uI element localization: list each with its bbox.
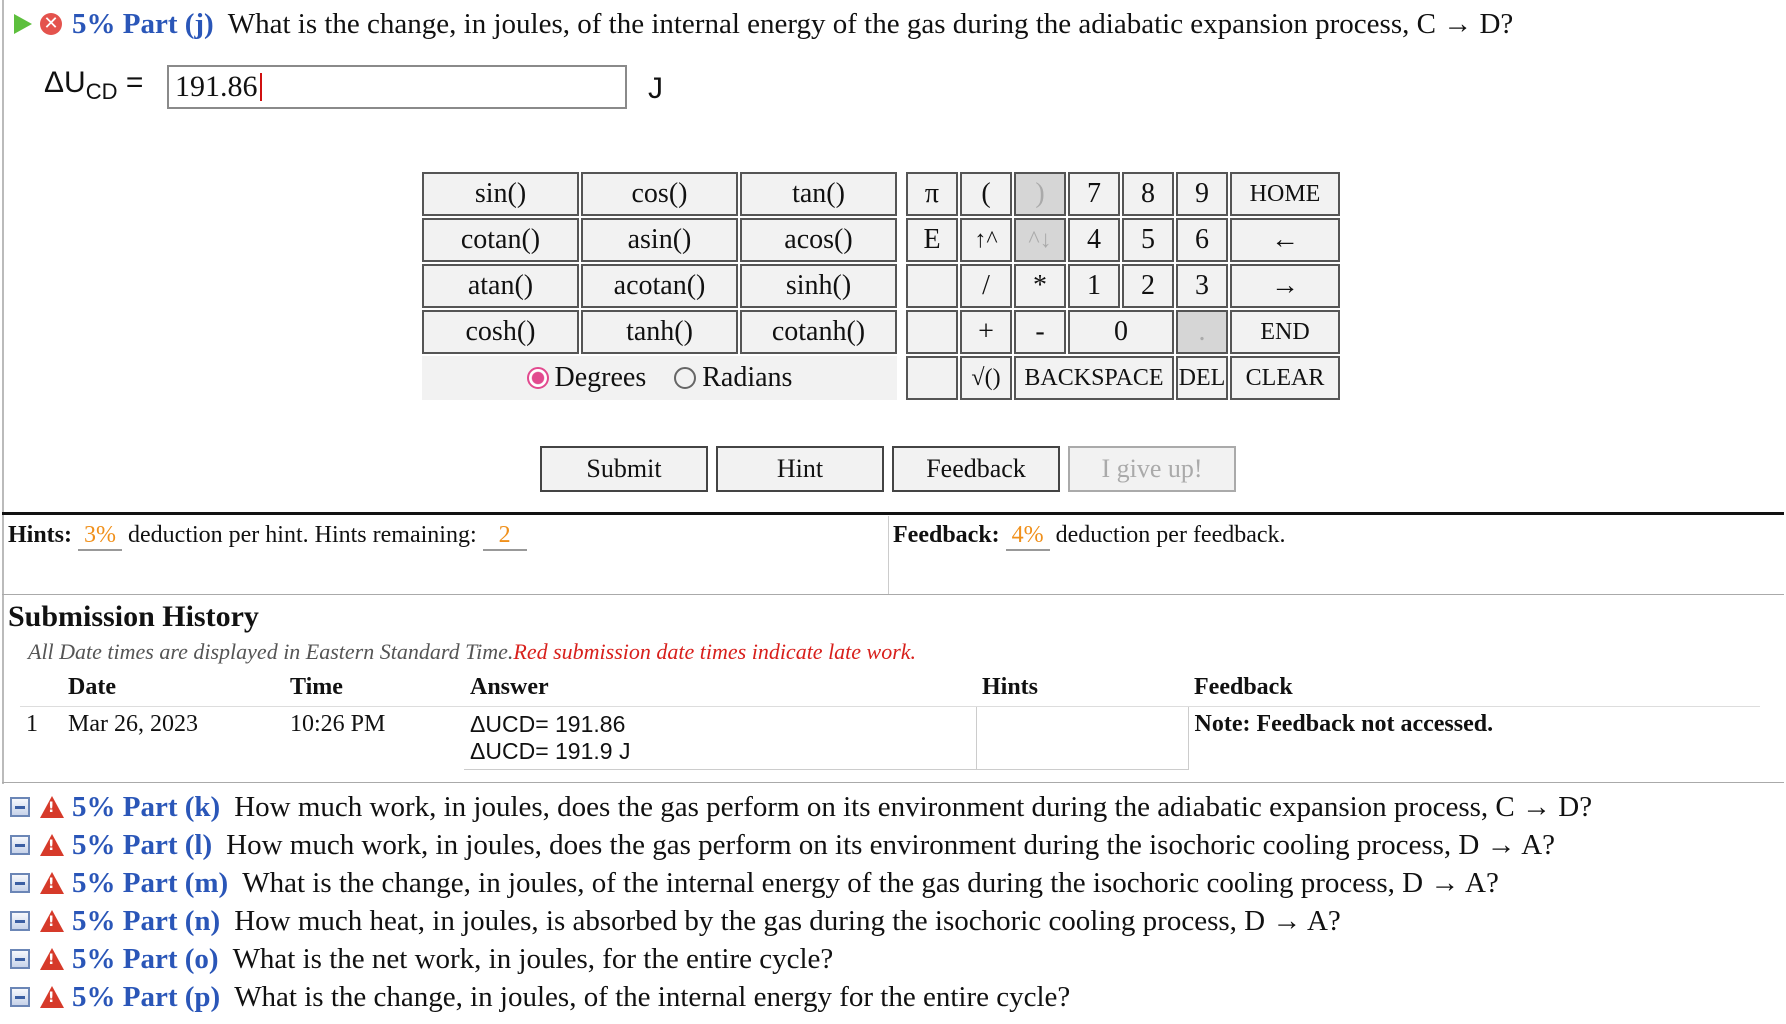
section-divider [2, 512, 1784, 515]
key-e[interactable]: E [906, 218, 958, 262]
answer-line-2: ΔUCD= 191.9 J [470, 738, 631, 764]
key-asin[interactable]: asin() [581, 218, 738, 262]
hint-button[interactable]: Hint [716, 446, 884, 492]
function-keypad [420, 170, 899, 402]
key-superscript-up[interactable]: ↑^ [960, 218, 1012, 262]
key-minus[interactable]: - [1014, 310, 1066, 354]
answer-input[interactable]: 191.86 [167, 65, 627, 109]
key-cotan[interactable]: cotan() [422, 218, 579, 262]
row-feedback: Note: Feedback not accessed. [1194, 711, 1494, 737]
key-cos[interactable]: cos() [581, 172, 738, 216]
expand-icon[interactable] [10, 911, 30, 931]
history-top-rule [2, 594, 1784, 595]
part-label: 5% Part (o) [72, 942, 219, 975]
expanded-triangle-icon[interactable] [14, 14, 32, 34]
key-sin[interactable]: sin() [422, 172, 579, 216]
key-end[interactable]: END [1230, 310, 1340, 354]
col-num [20, 668, 62, 707]
key-blank-2 [906, 310, 958, 354]
key-pi[interactable]: π [906, 172, 958, 216]
key-8[interactable]: 8 [1122, 172, 1174, 216]
key-9[interactable]: 9 [1176, 172, 1228, 216]
key-1[interactable]: 1 [1068, 264, 1120, 308]
warning-icon [40, 910, 64, 932]
part-o-row[interactable] [10, 940, 1592, 978]
key-cosh[interactable]: cosh() [422, 310, 579, 354]
col-date: Date [62, 668, 284, 707]
history-note: All Date times are displayed in Eastern Standard Time.Red submission date times indicate late work. [28, 639, 917, 664]
key-clear[interactable]: CLEAR [1230, 356, 1340, 400]
hints-remaining: 2 [483, 522, 527, 551]
part-label: 5% Part (p) [72, 980, 221, 1013]
answer-label: $\Delta U_{CD}$ = [44, 66, 144, 104]
key-7[interactable]: 7 [1068, 172, 1120, 216]
key-blank-1 [906, 264, 958, 308]
key-cotanh[interactable]: cotanh() [740, 310, 897, 354]
part-k-row[interactable] [10, 788, 1592, 826]
key-left-paren[interactable]: ( [960, 172, 1012, 216]
part-label: 5% Part (k) [72, 790, 221, 823]
collapsed-parts-list [10, 788, 1592, 1016]
degrees-label: Degrees [554, 362, 647, 393]
part-j-label: 5% Part (j) [72, 7, 214, 40]
hints-info: Hints: 3% deduction per hint. Hints remaining: 2 [8, 522, 527, 551]
answer-unit: J [648, 72, 663, 105]
col-hints: Hints [976, 668, 1188, 707]
part-m-row[interactable] [10, 864, 1592, 902]
part-j-question: What is the change, in joules, of the internal energy of the gas during the adiabatic expansion process, C → D? [227, 7, 1514, 40]
warning-icon [40, 986, 64, 1008]
numeric-keypad [904, 170, 1342, 402]
part-n-row[interactable] [10, 902, 1592, 940]
warning-icon [40, 796, 64, 818]
feedback-info: Feedback: 4% deduction per feedback. [893, 522, 1286, 551]
row-answer [464, 707, 976, 770]
key-del[interactable]: DEL [1176, 356, 1228, 400]
key-acos[interactable]: acos() [740, 218, 897, 262]
key-4[interactable]: 4 [1068, 218, 1120, 262]
key-backspace[interactable]: BACKSPACE [1014, 356, 1174, 400]
key-arrow-right[interactable]: → [1230, 264, 1340, 308]
row-hints [976, 707, 1188, 770]
table-row [20, 707, 1760, 770]
key-sinh[interactable]: sinh() [740, 264, 897, 308]
give-up-button[interactable]: I give up! [1068, 446, 1236, 492]
part-question: How much heat, in joules, is absorbed by the gas during the isochoric cooling process, D → A? [234, 904, 1341, 937]
part-question: How much work, in joules, does the gas perform on its environment during the isochoric cooling process, D → A? [226, 828, 1556, 861]
part-label: 5% Part (l) [72, 828, 213, 861]
history-bottom-rule [2, 782, 1784, 783]
key-arrow-left[interactable]: ← [1230, 218, 1340, 262]
col-time: Time [284, 668, 464, 707]
part-p-row[interactable] [10, 978, 1592, 1016]
key-5[interactable]: 5 [1122, 218, 1174, 262]
row-time: 10:26 PM [290, 711, 386, 737]
key-home[interactable]: HOME [1230, 172, 1340, 216]
warning-icon [40, 872, 64, 894]
row-num: 1 [26, 711, 38, 737]
key-plus[interactable]: + [960, 310, 1012, 354]
radians-radio[interactable] [674, 367, 696, 389]
part-label: 5% Part (m) [72, 866, 229, 899]
key-atan[interactable]: atan() [422, 264, 579, 308]
expand-icon[interactable] [10, 949, 30, 969]
text-caret [260, 73, 262, 101]
part-question: How much work, in joules, does the gas perform on its environment during the adiabatic expansion process, C → D? [234, 790, 1593, 823]
key-decimal[interactable]: . [1176, 310, 1228, 354]
feedback-button[interactable]: Feedback [892, 446, 1060, 492]
key-right-paren[interactable]: ) [1014, 172, 1066, 216]
key-3[interactable]: 3 [1176, 264, 1228, 308]
key-divide[interactable]: / [960, 264, 1012, 308]
feedback-deduction: 4% [1006, 522, 1050, 551]
part-question: What is the change, in joules, of the internal energy for the entire cycle? [234, 980, 1071, 1013]
part-j-header [14, 4, 1513, 44]
info-divider [888, 516, 889, 594]
expand-icon[interactable] [10, 797, 30, 817]
expand-icon[interactable] [10, 835, 30, 855]
history-title: Submission History [8, 600, 259, 633]
col-feedback: Feedback [1188, 668, 1760, 707]
angle-mode-group [422, 356, 897, 400]
key-tanh[interactable]: tanh() [581, 310, 738, 354]
key-2[interactable]: 2 [1122, 264, 1174, 308]
expand-icon[interactable] [10, 873, 30, 893]
key-subscript-down[interactable]: ^↓ [1014, 218, 1066, 262]
part-question: What is the change, in joules, of the internal energy of the gas during the isochoric cooling process, D → A? [242, 866, 1499, 899]
radians-label: Radians [702, 362, 793, 393]
answer-line-1: ΔUCD= 191.86 [470, 711, 626, 737]
part-question: What is the net work, in joules, for the entire cycle? [232, 942, 834, 975]
expand-icon[interactable] [10, 987, 30, 1007]
key-acotan[interactable]: acotan() [581, 264, 738, 308]
frame-left-border [2, 0, 4, 784]
row-date: Mar 26, 2023 [68, 711, 198, 737]
history-table [20, 668, 1760, 770]
degrees-radio[interactable] [527, 367, 549, 389]
key-tan[interactable]: tan() [740, 172, 897, 216]
key-0[interactable]: 0 [1068, 310, 1174, 354]
key-sqrt[interactable]: √() [960, 356, 1012, 400]
key-blank-3 [906, 356, 958, 400]
part-l-row[interactable] [10, 826, 1592, 864]
submit-button[interactable]: Submit [540, 446, 708, 492]
warning-icon [40, 834, 64, 856]
key-multiply[interactable]: * [1014, 264, 1066, 308]
hint-deduction: 3% [78, 522, 122, 551]
key-6[interactable]: 6 [1176, 218, 1228, 262]
warning-icon [40, 948, 64, 970]
part-label: 5% Part (n) [72, 904, 221, 937]
incorrect-x-icon: ✕ [40, 13, 62, 35]
col-answer: Answer [464, 668, 976, 707]
